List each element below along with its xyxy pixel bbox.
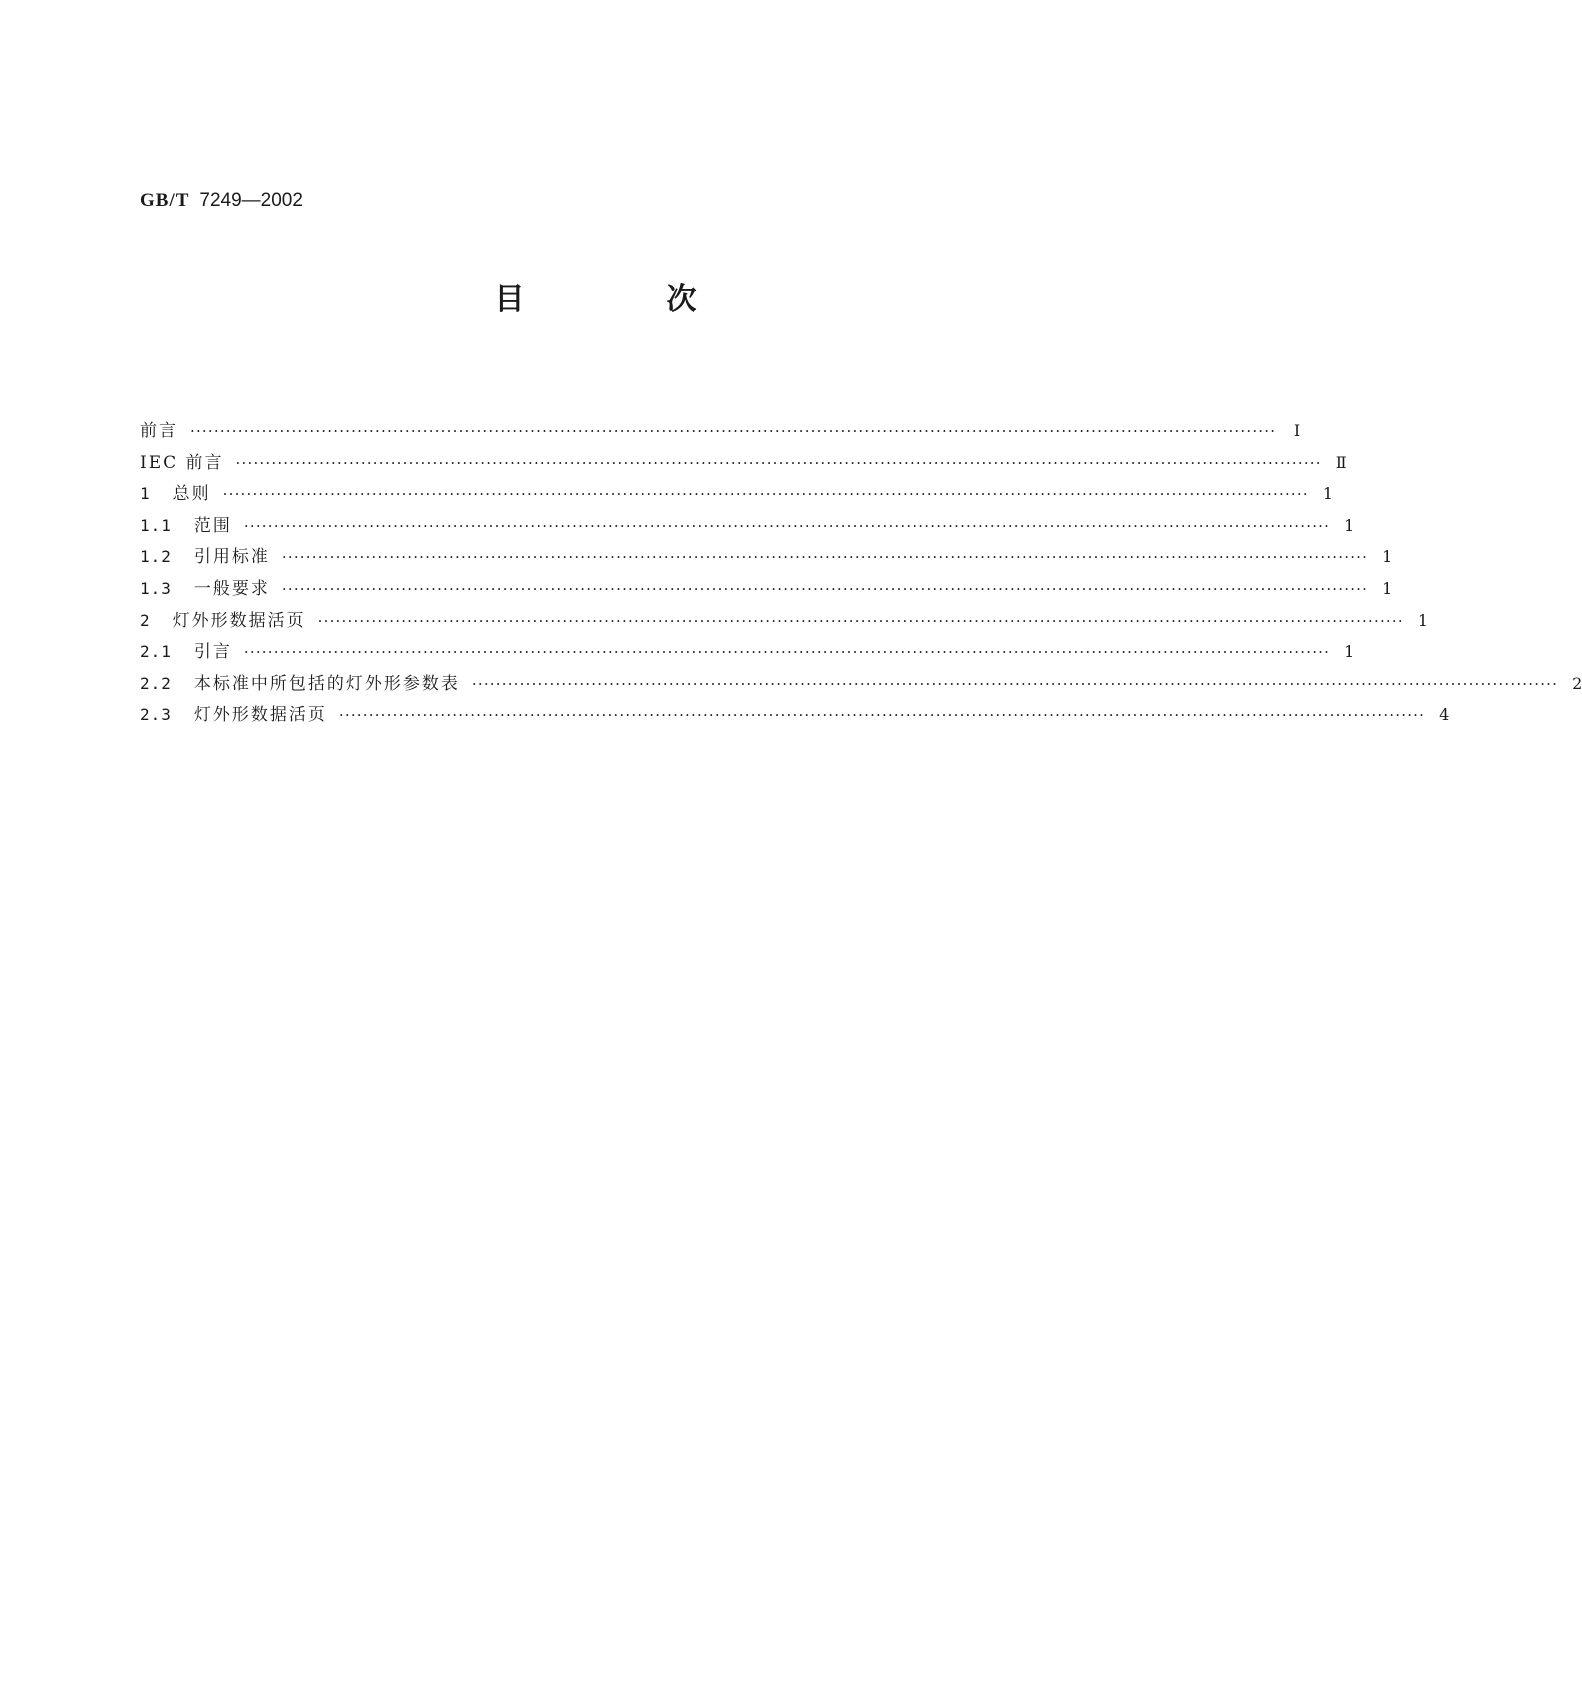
toc-section-number: 2 [140, 610, 151, 630]
toc-entry-title: 引言 [193, 642, 232, 663]
toc-page-number: 1 [1344, 515, 1355, 535]
toc-section-number: 1.2 [140, 547, 172, 567]
toc-entry-title: 本标准中所包括的灯外形参数表 [193, 673, 460, 694]
toc-entry-title: 前言 [140, 421, 178, 441]
document-code-prefix: GB/T [140, 190, 190, 211]
toc-entry-title: IEC 前言 [140, 452, 224, 473]
toc-entry-foreword[interactable] [140, 415, 1301, 447]
toc-entry-title: 引用标准 [193, 547, 270, 568]
toc-entry-title: 灯外形数据活页 [193, 705, 327, 726]
toc-entry-1[interactable] [140, 478, 1334, 510]
toc-page-number: Ⅰ [1293, 421, 1301, 440]
toc-page-number: 1 [1417, 610, 1429, 630]
toc-entry-title: 总则 [172, 484, 211, 505]
toc-section-number: 2.1 [140, 642, 172, 662]
toc-page-number: 1 [1382, 547, 1393, 567]
toc-page-number: 4 [1439, 705, 1450, 725]
toc-entry-2-3[interactable] [140, 699, 1450, 731]
dot-leader: ······················································································································································································ [190, 422, 1277, 440]
toc-entry-1-2[interactable] [140, 541, 1393, 573]
toc-section-number: 1.3 [140, 578, 172, 598]
document-code [140, 188, 303, 213]
dot-leader: ······················································································································································································ [317, 611, 1404, 630]
toc-entry-title: 一般要求 [193, 578, 270, 599]
toc-entry-title: 灯外形数据活页 [172, 610, 306, 631]
toc-title: 目 次 [494, 282, 753, 317]
toc-section-number: 2.2 [140, 673, 172, 693]
toc-entry-iec-foreword[interactable] [140, 447, 1347, 479]
document-code-number: 7249—2002 [199, 190, 303, 211]
dot-leader: ······················································································································································································ [471, 674, 1559, 693]
toc-entry-title: 范围 [193, 515, 232, 536]
toc-page-number: 1 [1382, 578, 1393, 598]
toc-entry-1-3[interactable] [140, 573, 1393, 605]
dot-leader: ······················································································································································································ [243, 643, 1331, 662]
dot-leader: ······················································································································································································ [235, 453, 1322, 472]
dot-leader: ······················································································································································································ [222, 485, 1309, 504]
toc-entry-2-2[interactable] [140, 668, 1582, 700]
table-of-contents [140, 415, 1582, 731]
toc-page-number: 2 [1572, 673, 1582, 693]
toc-section-number: 2.3 [140, 705, 172, 725]
dot-leader: ······················································································································································································ [281, 548, 1369, 567]
toc-section-number: 1.1 [140, 515, 172, 535]
toc-entry-2-1[interactable] [140, 636, 1355, 668]
dot-leader: ······················································································································································································ [281, 579, 1369, 598]
toc-page-number: Ⅱ [1335, 452, 1347, 472]
toc-page-number: 1 [1344, 642, 1355, 662]
toc-entry-1-1[interactable] [140, 510, 1355, 542]
toc-entry-2[interactable] [140, 605, 1429, 637]
toc-section-number: 1 [140, 484, 151, 504]
dot-leader: ······················································································································································································ [243, 516, 1331, 535]
toc-page-number: 1 [1322, 484, 1334, 504]
dot-leader: ······················································································································································································ [338, 706, 1426, 725]
